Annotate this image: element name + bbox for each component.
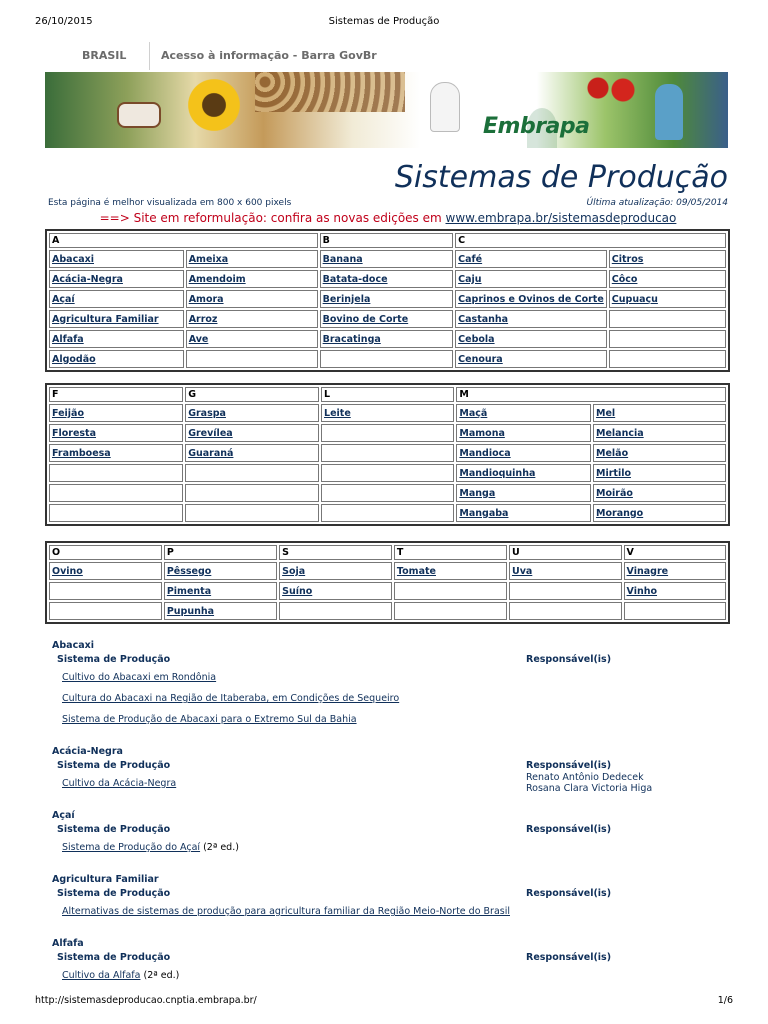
table-row bbox=[49, 464, 726, 482]
crop-link[interactable]: Castanha bbox=[458, 313, 509, 325]
table-cell bbox=[164, 602, 277, 620]
table-cell bbox=[320, 310, 454, 328]
table-cell bbox=[320, 350, 454, 368]
table-cell bbox=[593, 424, 726, 442]
table-row bbox=[49, 310, 726, 328]
responsible-label: Responsável(is) bbox=[526, 824, 612, 835]
crop-link[interactable]: Grevílea bbox=[188, 427, 233, 439]
table-cell bbox=[279, 582, 392, 600]
letter-header: O bbox=[49, 545, 162, 560]
crop-link[interactable]: Berinjela bbox=[322, 293, 371, 305]
table-cell bbox=[455, 330, 607, 348]
table-cell bbox=[456, 444, 591, 462]
table-cell bbox=[624, 562, 726, 580]
table-cell bbox=[186, 290, 318, 308]
letter-header: F bbox=[49, 387, 183, 402]
table-cell bbox=[624, 602, 726, 620]
table-cell bbox=[49, 602, 162, 620]
table-cell bbox=[186, 350, 318, 368]
fruit-image bbox=[583, 74, 643, 104]
reform-text: ==> Site em reformulação: confira as novas edições em bbox=[99, 211, 446, 225]
system-row bbox=[52, 714, 732, 728]
last-update: Última atualização: 09/05/2014 bbox=[586, 198, 728, 208]
system-label: Sistema de Produção bbox=[57, 888, 171, 899]
product-name: Açaí bbox=[52, 810, 75, 821]
products-list bbox=[52, 640, 732, 984]
table-row bbox=[49, 350, 726, 368]
crop-link[interactable]: Acácia-Negra bbox=[52, 273, 123, 285]
crop-link[interactable]: Açaí bbox=[52, 293, 75, 305]
table-cell bbox=[320, 250, 454, 268]
table-cell bbox=[49, 582, 162, 600]
crop-link[interactable]: Floresta bbox=[52, 427, 97, 439]
responsible-label: Responsável(is) bbox=[526, 888, 612, 899]
table-cell bbox=[49, 290, 184, 308]
table-cell bbox=[593, 464, 726, 482]
crop-link[interactable]: Café bbox=[458, 253, 483, 265]
table-cell bbox=[185, 504, 319, 522]
crop-link[interactable]: Suíno bbox=[282, 585, 313, 597]
crop-link[interactable]: Mandioquinha bbox=[459, 467, 536, 479]
crop-link[interactable]: Morango bbox=[596, 507, 644, 519]
crop-link[interactable]: Cupuaçu bbox=[611, 293, 658, 305]
beans-image bbox=[255, 72, 405, 112]
table-row bbox=[49, 484, 726, 502]
table-row bbox=[49, 330, 726, 348]
crop-link[interactable]: Leite bbox=[324, 407, 351, 419]
crop-link[interactable]: Côco bbox=[611, 273, 638, 285]
crop-link[interactable]: Mamona bbox=[459, 427, 505, 439]
print-date: 26/10/2015 bbox=[35, 16, 93, 27]
table-cell bbox=[185, 464, 319, 482]
table-cell bbox=[394, 582, 507, 600]
crop-link[interactable]: Tomate bbox=[396, 565, 436, 577]
table-cell bbox=[186, 250, 318, 268]
system-label: Sistema de Produção bbox=[57, 760, 171, 771]
table-cell bbox=[593, 444, 726, 462]
table-cell bbox=[456, 464, 591, 482]
table-cell bbox=[49, 404, 183, 422]
crops-table-f-m bbox=[45, 383, 730, 526]
system-row bbox=[52, 842, 732, 856]
crop-link[interactable]: Mangaba bbox=[459, 507, 509, 519]
system-link[interactable]: Cultivo da Acácia-Negra bbox=[62, 778, 177, 789]
table-cell bbox=[185, 484, 319, 502]
system-row bbox=[52, 772, 732, 794]
edition-note: (2ª ed.) bbox=[200, 842, 239, 853]
crop-link[interactable]: Arroz bbox=[188, 313, 218, 325]
table-cell bbox=[321, 444, 454, 462]
product-name: Acácia-Negra bbox=[52, 746, 123, 757]
responsible-label: Responsável(is) bbox=[526, 654, 612, 665]
crop-link[interactable]: Amora bbox=[188, 293, 224, 305]
table-cell bbox=[186, 310, 318, 328]
crop-link[interactable]: Mandioca bbox=[459, 447, 511, 459]
letter-header: V bbox=[624, 545, 726, 560]
new-editions-link[interactable]: www.embrapa.br/sistemasdeproducao bbox=[445, 211, 677, 225]
crop-link[interactable]: Pêssego bbox=[166, 565, 212, 577]
table-cell bbox=[279, 562, 392, 580]
crops-table-a-c bbox=[45, 229, 730, 372]
letter-header: T bbox=[394, 545, 507, 560]
system-link[interactable]: Cultivo do Abacaxi em Rondônia bbox=[62, 672, 217, 683]
table-cell bbox=[456, 504, 591, 522]
responsible-names bbox=[526, 772, 652, 794]
table-cell bbox=[609, 270, 726, 288]
table-cell bbox=[456, 484, 591, 502]
table-cell bbox=[185, 404, 319, 422]
table-cell bbox=[321, 404, 454, 422]
table-cell bbox=[49, 330, 184, 348]
crop-link[interactable]: Melão bbox=[596, 447, 629, 459]
product-section bbox=[52, 746, 732, 792]
table-row bbox=[49, 504, 726, 522]
crop-link[interactable]: Mel bbox=[596, 407, 616, 419]
system-link[interactable]: Alternativas de sistemas de produção para agricultura familiar da Região Meio-Norte do Brasil bbox=[62, 906, 510, 917]
table-cell bbox=[49, 484, 183, 502]
letter-header: B bbox=[320, 233, 454, 248]
table-cell bbox=[394, 602, 507, 620]
table-cell bbox=[49, 444, 183, 462]
crop-link[interactable]: Vinagre bbox=[626, 565, 669, 577]
table-row bbox=[49, 270, 726, 288]
crop-link[interactable]: Pimenta bbox=[166, 585, 212, 597]
system-link[interactable]: Sistema de Produção de Abacaxi para o Extremo Sul da Bahia bbox=[62, 714, 357, 725]
table-cell bbox=[49, 270, 184, 288]
responsible-label: Responsável(is) bbox=[526, 760, 612, 771]
brasil-link[interactable]: BRASIL bbox=[82, 49, 127, 62]
crop-link[interactable]: Mirtilo bbox=[596, 467, 632, 479]
crop-link[interactable]: Ave bbox=[188, 333, 209, 345]
table-cell bbox=[320, 270, 454, 288]
table-cell bbox=[593, 404, 726, 422]
researcher-image bbox=[430, 82, 460, 132]
table-row bbox=[49, 404, 726, 422]
table-cell bbox=[394, 562, 507, 580]
crop-link[interactable]: Bovino de Corte bbox=[322, 313, 409, 325]
product-section bbox=[52, 874, 732, 920]
product-section bbox=[52, 938, 732, 984]
table-cell bbox=[186, 270, 318, 288]
table-cell bbox=[321, 464, 454, 482]
table-cell bbox=[593, 504, 726, 522]
table-cell bbox=[509, 562, 622, 580]
table-cell bbox=[321, 504, 454, 522]
print-header bbox=[0, 16, 768, 30]
system-link[interactable]: Cultivo da Alfafa bbox=[62, 970, 141, 981]
header-banner bbox=[45, 72, 728, 148]
table-cell bbox=[609, 310, 726, 328]
table-cell bbox=[279, 602, 392, 620]
embrapa-logo-text: Embrapa bbox=[483, 114, 590, 139]
crop-link[interactable]: Manga bbox=[459, 487, 496, 499]
reform-notice bbox=[48, 211, 728, 225]
system-header bbox=[52, 654, 732, 668]
table-cell bbox=[455, 270, 607, 288]
product-name: Agricultura Familiar bbox=[52, 874, 159, 885]
edition-note: (2ª ed.) bbox=[140, 970, 180, 981]
table-cell bbox=[624, 582, 726, 600]
table-row bbox=[49, 444, 726, 462]
system-header bbox=[52, 888, 732, 902]
page-title: Sistemas de Produção bbox=[394, 160, 728, 195]
system-row bbox=[52, 906, 732, 920]
system-row bbox=[52, 672, 732, 686]
letter-header: A bbox=[49, 233, 318, 248]
table-cell bbox=[185, 444, 319, 462]
table-cell bbox=[455, 290, 607, 308]
crop-link[interactable]: Cenoura bbox=[458, 353, 503, 365]
crop-link[interactable]: Citros bbox=[611, 253, 644, 265]
table-cell bbox=[185, 424, 319, 442]
system-link[interactable]: Sistema de Produção do Açaí bbox=[62, 842, 201, 853]
crop-link[interactable]: Guaraná bbox=[188, 447, 234, 459]
table-cell bbox=[609, 350, 726, 368]
table-row bbox=[49, 290, 726, 308]
table-cell bbox=[49, 504, 183, 522]
crop-link[interactable]: Algodão bbox=[52, 353, 96, 365]
crop-link[interactable]: Ovino bbox=[52, 565, 83, 577]
system-row bbox=[52, 970, 732, 984]
crop-link[interactable]: Caprinos e Ovinos de Corte bbox=[458, 293, 604, 305]
crop-link[interactable]: Amendoim bbox=[188, 273, 246, 285]
system-row bbox=[52, 693, 732, 707]
crop-link[interactable]: Ameixa bbox=[188, 253, 229, 265]
crop-link[interactable]: Framboesa bbox=[52, 447, 111, 459]
crop-link[interactable]: Cebola bbox=[458, 333, 495, 345]
product-section bbox=[52, 810, 732, 856]
system-header bbox=[52, 952, 732, 966]
crop-link[interactable]: Moirão bbox=[596, 487, 633, 499]
letter-header: M bbox=[456, 387, 726, 402]
acesso-informacao-link[interactable]: Acesso à informação - Barra GovBr bbox=[161, 49, 377, 62]
letter-header: C bbox=[455, 233, 726, 248]
cow-image bbox=[117, 102, 161, 128]
crop-link[interactable]: Graspa bbox=[188, 407, 226, 419]
table-cell bbox=[321, 484, 454, 502]
table-cell bbox=[320, 290, 454, 308]
crops-table-o-v bbox=[45, 541, 730, 624]
table-cell bbox=[49, 310, 184, 328]
farmer-image bbox=[655, 84, 683, 140]
crop-link[interactable]: Feijão bbox=[52, 407, 84, 419]
table-row bbox=[49, 424, 726, 442]
table-cell bbox=[320, 330, 454, 348]
letter-header: G bbox=[185, 387, 319, 402]
letter-header: L bbox=[321, 387, 454, 402]
system-label: Sistema de Produção bbox=[57, 952, 171, 963]
table-cell bbox=[509, 582, 622, 600]
table-cell bbox=[455, 350, 607, 368]
product-section bbox=[52, 640, 732, 728]
table-cell bbox=[164, 562, 277, 580]
product-name: Alfafa bbox=[52, 938, 84, 949]
crop-link[interactable]: Uva bbox=[511, 565, 533, 577]
table-row bbox=[49, 582, 726, 600]
system-header bbox=[52, 824, 732, 838]
crop-link[interactable]: Vinho bbox=[626, 585, 658, 597]
product-name: Abacaxi bbox=[52, 640, 94, 651]
crop-link[interactable]: Banana bbox=[322, 253, 363, 265]
crop-link[interactable]: Melancia bbox=[596, 427, 644, 439]
table-cell bbox=[509, 602, 622, 620]
table-cell bbox=[609, 290, 726, 308]
crop-link[interactable]: Batata-doce bbox=[322, 273, 388, 285]
table-cell bbox=[456, 424, 591, 442]
gov-bar-divider bbox=[149, 42, 150, 70]
crop-link[interactable]: Maçã bbox=[459, 407, 488, 419]
crop-link[interactable]: Agricultura Familiar bbox=[52, 313, 159, 325]
page-counter: 1/6 bbox=[717, 995, 733, 1006]
gov-bar bbox=[45, 42, 728, 70]
crop-link[interactable]: Abacaxi bbox=[52, 253, 94, 265]
print-title: Sistemas de Produção bbox=[328, 16, 440, 27]
table-cell bbox=[593, 484, 726, 502]
crop-link[interactable]: Pupunha bbox=[166, 605, 215, 617]
table-cell bbox=[49, 250, 184, 268]
responsible-label: Responsável(is) bbox=[526, 952, 612, 963]
table-cell bbox=[49, 562, 162, 580]
crop-link[interactable]: Bracatinga bbox=[322, 333, 381, 345]
crop-link[interactable]: Alfafa bbox=[52, 333, 84, 345]
table-cell bbox=[49, 464, 183, 482]
best-view-note: Esta página é melhor visualizada em 800 x 600 pixels bbox=[48, 198, 292, 208]
letter-header: U bbox=[509, 545, 622, 560]
letter-header: S bbox=[279, 545, 392, 560]
table-cell bbox=[609, 330, 726, 348]
table-cell bbox=[49, 350, 184, 368]
crop-link[interactable]: Soja bbox=[282, 565, 306, 577]
crop-link[interactable]: Caju bbox=[458, 273, 482, 285]
table-row bbox=[49, 250, 726, 268]
table-cell bbox=[609, 250, 726, 268]
table-cell bbox=[164, 582, 277, 600]
responsible-name: Renato Antônio Dedecek bbox=[526, 772, 644, 783]
table-cell bbox=[455, 250, 607, 268]
table-row bbox=[49, 602, 726, 620]
table-cell bbox=[456, 404, 591, 422]
system-label: Sistema de Produção bbox=[57, 654, 171, 665]
table-cell bbox=[321, 424, 454, 442]
table-cell bbox=[49, 424, 183, 442]
system-label: Sistema de Produção bbox=[57, 824, 171, 835]
system-link[interactable]: Cultura do Abacaxi na Região de Itaberaba, em Condições de Sequeiro bbox=[62, 693, 400, 704]
page-url: http://sistemasdeproducao.cnptia.embrapa.br/ bbox=[35, 995, 257, 1006]
table-cell bbox=[186, 330, 318, 348]
table-row bbox=[49, 562, 726, 580]
letter-header: P bbox=[164, 545, 277, 560]
sunflower-image bbox=[185, 76, 243, 134]
table-cell bbox=[455, 310, 607, 328]
responsible-name: Rosana Clara Victoria Higa bbox=[526, 783, 653, 794]
